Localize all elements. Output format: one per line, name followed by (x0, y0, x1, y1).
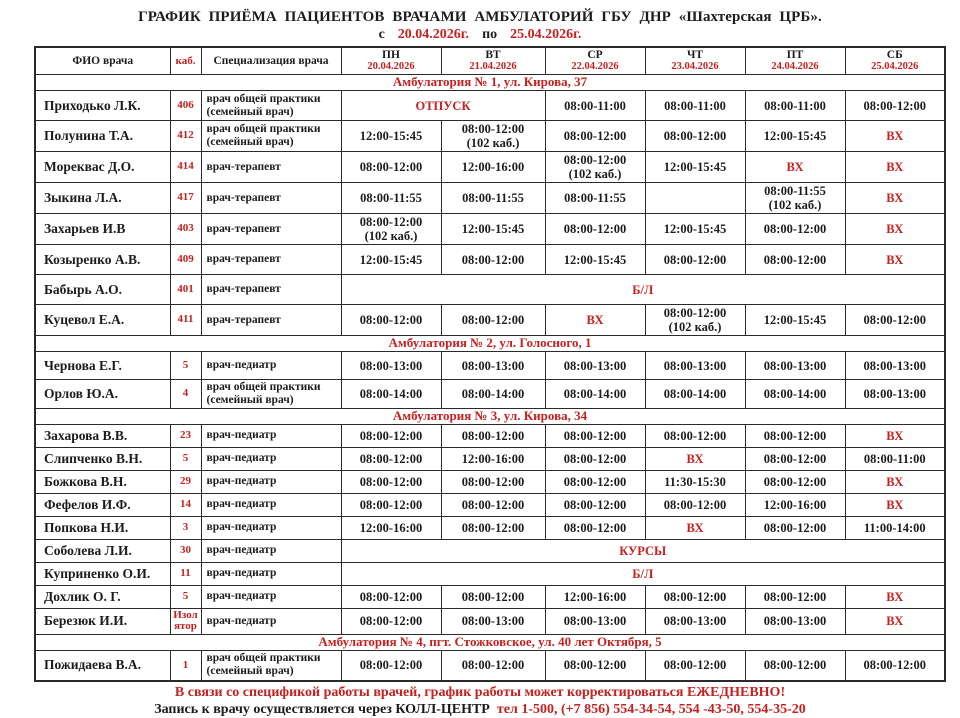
time-cell: 08:00-11:00 (745, 91, 845, 121)
time-cell: 12:00-15:45 (645, 214, 745, 245)
time-cell: 08:00-13:00 (545, 352, 645, 380)
cabinet-cell: 30 (170, 539, 201, 562)
day-date: 21.04.2026 (469, 61, 517, 73)
doctor-row (35, 121, 945, 152)
time-cell: 12:00-15:45 (745, 305, 845, 336)
doctor-name-cell: Приходько Л.К. (35, 91, 170, 121)
day-column-header (845, 47, 945, 75)
call-center-text: Запись к врачу осуществляется через КОЛЛ-ЦЕНТР (154, 701, 490, 717)
time-cell: ВХ (745, 152, 845, 183)
specialization-cell: врач-терапевт (201, 305, 341, 336)
cabinet-cell: 417 (170, 183, 201, 214)
specialization-cell: врач общей практики (семейный врач) (201, 380, 341, 409)
time-cell: 08:00-12:00 (102 каб.) (645, 305, 745, 336)
cabinet-cell: 14 (170, 493, 201, 516)
cabinet-cell: 5 (170, 585, 201, 608)
cabinet-cell: 3 (170, 516, 201, 539)
header-fio: ФИО врача (35, 47, 170, 75)
doctor-row (35, 305, 945, 336)
time-cell: 08:00-12:00 (745, 245, 845, 275)
specialization-cell: врач-педиатр (201, 516, 341, 539)
cabinet-cell: 1 (170, 650, 201, 681)
time-cell: КУРСЫ (341, 539, 945, 562)
time-cell: ВХ (845, 214, 945, 245)
time-cell: 08:00-12:00 (341, 650, 441, 681)
time-cell: ВХ (545, 305, 645, 336)
time-cell: 08:00-12:00 (441, 650, 545, 681)
section-title: Амбулатория № 2, ул. Голосного, 1 (35, 336, 945, 352)
time-cell: 08:00-13:00 (745, 352, 845, 380)
doctor-name-cell: Слипченко В.Н. (35, 447, 170, 470)
time-cell: ВХ (645, 516, 745, 539)
day-column-header (441, 47, 545, 75)
day-name: ЧТ (686, 49, 704, 62)
cabinet-cell: 29 (170, 470, 201, 493)
doctor-row (35, 91, 945, 121)
specialization-cell: врач-педиатр (201, 352, 341, 380)
time-cell: 08:00-13:00 (645, 608, 745, 634)
time-cell: 08:00-11:55 (102 каб.) (745, 183, 845, 214)
time-cell: 08:00-12:00 (745, 214, 845, 245)
time-cell: 08:00-12:00 (341, 608, 441, 634)
day-name: СБ (886, 49, 903, 62)
header-cab: каб. (170, 47, 201, 75)
time-cell: 08:00-12:00 (545, 516, 645, 539)
doctor-row (35, 352, 945, 380)
time-cell: ВХ (845, 152, 945, 183)
doctor-row (35, 585, 945, 608)
cabinet-cell: 403 (170, 214, 201, 245)
time-cell: 08:00-11:55 (341, 183, 441, 214)
time-cell: 08:00-12:00 (845, 91, 945, 121)
specialization-cell: врач-терапевт (201, 214, 341, 245)
doctor-row (35, 516, 945, 539)
time-cell: 08:00-12:00 (341, 447, 441, 470)
time-cell: 08:00-12:00 (341, 470, 441, 493)
date-range-middle: по (482, 27, 498, 42)
time-cell: 08:00-12:00 (341, 152, 441, 183)
time-cell: Б/Л (341, 275, 945, 305)
cabinet-cell: 406 (170, 91, 201, 121)
time-cell: ВХ (845, 585, 945, 608)
cabinet-cell: 411 (170, 305, 201, 336)
time-cell: 08:00-13:00 (441, 608, 545, 634)
time-cell: 08:00-12:00 (745, 650, 845, 681)
specialization-cell: врач-педиатр (201, 562, 341, 585)
day-date: 22.04.2026 (571, 61, 619, 73)
doctor-name-cell: Захарова В.В. (35, 424, 170, 447)
specialization-cell: врач общей практики (семейный врач) (201, 91, 341, 121)
time-cell: 12:00-16:00 (441, 447, 545, 470)
time-cell-cabinet-note: (102 каб.) (466, 136, 520, 150)
time-cell: 08:00-14:00 (545, 380, 645, 409)
time-cell: 08:00-12:00 (441, 424, 545, 447)
time-cell-cabinet-note: (102 каб.) (568, 167, 622, 181)
time-cell: ВХ (845, 608, 945, 634)
specialization-cell: врач-педиатр (201, 493, 341, 516)
time-cell: 08:00-12:00 (645, 650, 745, 681)
time-cell: 08:00-13:00 (441, 352, 545, 380)
time-cell-cabinet-note: (102 каб.) (768, 198, 822, 212)
time-cell: 08:00-12:00 (441, 516, 545, 539)
time-cell: 08:00-12:00 (745, 424, 845, 447)
cabinet-cell: 23 (170, 424, 201, 447)
time-cell: ВХ (845, 183, 945, 214)
doctor-name-cell: Зыкина Л.А. (35, 183, 170, 214)
doctor-name-cell: Бабырь А.О. (35, 275, 170, 305)
cabinet-cell: 401 (170, 275, 201, 305)
day-column-header (645, 47, 745, 75)
doctor-name-cell: Захарьев И.В (35, 214, 170, 245)
doctor-name-cell: Попкова Н.И. (35, 516, 170, 539)
time-cell: 08:00-12:00 (645, 121, 745, 152)
time-cell: 12:00-16:00 (341, 516, 441, 539)
time-cell: ВХ (845, 245, 945, 275)
time-cell: 08:00-12:00 (545, 424, 645, 447)
call-center-phones: тел 1-500, (+7 856) 554-34-54, 554 -43-50, 554-35-20 (496, 701, 806, 717)
doctor-name-cell: Козыренко А.В. (35, 245, 170, 275)
specialization-cell: врач-педиатр (201, 608, 341, 634)
doctor-name-cell: Фефелов И.Ф. (35, 493, 170, 516)
time-cell: 08:00-12:00 (341, 493, 441, 516)
cabinet-cell: Изолятор (170, 608, 201, 634)
time-cell: ВХ (845, 121, 945, 152)
time-cell: 08:00-11:55 (545, 183, 645, 214)
doctor-row (35, 608, 945, 634)
time-cell: 08:00-12:00 (845, 305, 945, 336)
date-to: 25.04.2026г. (510, 27, 582, 42)
cabinet-cell: 5 (170, 352, 201, 380)
cabinet-cell: 412 (170, 121, 201, 152)
doctor-name-cell: Березюк И.И. (35, 608, 170, 634)
time-cell: 08:00-13:00 (845, 352, 945, 380)
time-cell: 08:00-14:00 (745, 380, 845, 409)
time-cell: 08:00-12:00 (645, 245, 745, 275)
time-cell: 08:00-11:55 (441, 183, 545, 214)
specialization-cell: врач-терапевт (201, 183, 341, 214)
time-cell: 11:00-14:00 (845, 516, 945, 539)
cabinet-cell: 409 (170, 245, 201, 275)
day-name: ПТ (786, 49, 804, 62)
time-cell: 08:00-12:00 (745, 470, 845, 493)
doctor-name-cell: Дохлик О. Г. (35, 585, 170, 608)
doctor-name-cell: Орлов Ю.А. (35, 380, 170, 409)
doctor-row (35, 424, 945, 447)
time-cell: 08:00-13:00 (645, 352, 745, 380)
day-name: СР (587, 49, 603, 62)
time-cell: 08:00-14:00 (645, 380, 745, 409)
time-cell: ВХ (645, 447, 745, 470)
time-cell: 08:00-12:00 (545, 493, 645, 516)
specialization-cell: врач-педиатр (201, 539, 341, 562)
doctor-name-cell: Куприненко О.И. (35, 562, 170, 585)
time-cell: 08:00-12:00 (745, 516, 845, 539)
cabinet-cell: 11 (170, 562, 201, 585)
doctor-name-cell: Пожидаева В.А. (35, 650, 170, 681)
day-name: ПН (382, 49, 400, 62)
time-cell: 08:00-12:00 (102 каб.) (441, 121, 545, 152)
doctor-name-cell: Куцевол Е.А. (35, 305, 170, 336)
doctor-row (35, 214, 945, 245)
section-header-row (35, 408, 945, 424)
day-date: 23.04.2026 (671, 61, 719, 73)
time-cell (645, 183, 745, 214)
doctor-row (35, 275, 945, 305)
day-column-header (545, 47, 645, 75)
time-cell: 12:00-15:45 (745, 121, 845, 152)
doctor-row (35, 539, 945, 562)
doctor-name-cell: Чернова Е.Г. (35, 352, 170, 380)
time-cell: 08:00-12:00 (645, 585, 745, 608)
time-cell: 12:00-16:00 (441, 152, 545, 183)
time-cell: 12:00-15:45 (545, 245, 645, 275)
section-header-row (35, 75, 945, 91)
time-cell: 08:00-14:00 (341, 380, 441, 409)
header-spec: Специализация врача (201, 47, 341, 75)
time-cell: 08:00-14:00 (441, 380, 545, 409)
time-cell: 08:00-11:00 (545, 91, 645, 121)
time-cell: 11:30-15:30 (645, 470, 745, 493)
time-cell: 08:00-12:00 (545, 214, 645, 245)
date-range-prefix: с (378, 27, 385, 42)
day-column-header (341, 47, 441, 75)
section-header-row (35, 336, 945, 352)
cabinet-cell: 5 (170, 447, 201, 470)
time-cell: 08:00-12:00 (102 каб.) (341, 214, 441, 245)
day-date: 20.04.2026 (367, 61, 415, 73)
doctor-name-cell: Полунина Т.А. (35, 121, 170, 152)
time-cell: 08:00-12:00 (341, 424, 441, 447)
table-header-row (35, 47, 945, 75)
doctor-row (35, 470, 945, 493)
specialization-cell: врач общей практики (семейный врач) (201, 650, 341, 681)
time-cell: 12:00-16:00 (745, 493, 845, 516)
date-range (0, 27, 960, 43)
specialization-cell: врач-педиатр (201, 470, 341, 493)
time-cell-cabinet-note: (102 каб.) (668, 320, 722, 334)
schedule-table (34, 46, 946, 682)
specialization-cell: врач общей практики (семейный врач) (201, 121, 341, 152)
specialization-cell: врач-педиатр (201, 585, 341, 608)
time-cell: 12:00-16:00 (545, 585, 645, 608)
time-cell: 12:00-15:45 (441, 214, 545, 245)
time-cell: 08:00-13:00 (341, 352, 441, 380)
specialization-cell: врач-терапевт (201, 245, 341, 275)
day-column-header (745, 47, 845, 75)
doctor-row (35, 152, 945, 183)
doctor-row (35, 447, 945, 470)
time-cell: 08:00-12:00 (745, 585, 845, 608)
doctor-row (35, 562, 945, 585)
time-cell: 12:00-15:45 (341, 245, 441, 275)
date-from: 20.04.2026г. (397, 27, 470, 42)
time-cell: 08:00-12:00 (645, 493, 745, 516)
time-cell: 08:00-12:00 (645, 424, 745, 447)
time-cell: 08:00-11:00 (845, 447, 945, 470)
specialization-cell: врач-терапевт (201, 152, 341, 183)
cabinet-cell: 4 (170, 380, 201, 409)
section-header-row (35, 634, 945, 650)
time-cell: 08:00-12:00 (341, 305, 441, 336)
doctor-name-cell: Соболева Л.И. (35, 539, 170, 562)
time-cell: 08:00-12:00 (102 каб.) (545, 152, 645, 183)
doctor-row (35, 493, 945, 516)
doctor-row (35, 183, 945, 214)
time-cell: 08:00-12:00 (341, 585, 441, 608)
time-cell: 08:00-13:00 (545, 608, 645, 634)
doctor-name-cell: Божкова В.Н. (35, 470, 170, 493)
section-title: Амбулатория № 3, ул. Кирова, 34 (35, 408, 945, 424)
time-cell: 08:00-12:00 (441, 305, 545, 336)
time-cell: 08:00-12:00 (745, 447, 845, 470)
daily-correction-note: В связи со спецификой работы врачей, график работы может корректироваться ЕЖЕДНЕВНО! (174, 684, 786, 700)
time-cell-cabinet-note: (102 каб.) (364, 229, 418, 243)
time-cell: 08:00-11:00 (645, 91, 745, 121)
section-title: Амбулатория № 1, ул. Кирова, 37 (35, 75, 945, 91)
time-cell: ОТПУСК (341, 91, 545, 121)
time-cell: 08:00-12:00 (545, 121, 645, 152)
day-name: ВТ (485, 49, 501, 62)
specialization-cell: врач-педиатр (201, 447, 341, 470)
doctor-row (35, 650, 945, 681)
time-cell: 08:00-12:00 (441, 245, 545, 275)
doctor-row (35, 245, 945, 275)
time-cell: 08:00-12:00 (545, 447, 645, 470)
section-title: Амбулатория № 4, пгт. Стожковское, ул. 40 лет Октября, 5 (35, 634, 945, 650)
time-cell: 12:00-15:45 (341, 121, 441, 152)
day-date: 24.04.2026 (771, 61, 819, 73)
time-cell: 08:00-12:00 (545, 470, 645, 493)
time-cell: 08:00-12:00 (545, 650, 645, 681)
doctor-name-cell: Мореквас Д.О. (35, 152, 170, 183)
time-cell: 08:00-12:00 (441, 470, 545, 493)
time-cell: ВХ (845, 470, 945, 493)
specialization-cell: врач-педиатр (201, 424, 341, 447)
call-center-note (0, 702, 960, 718)
doctor-row (35, 380, 945, 409)
time-cell: 08:00-12:00 (845, 650, 945, 681)
time-cell: 08:00-12:00 (441, 493, 545, 516)
time-cell: 08:00-12:00 (441, 585, 545, 608)
specialization-cell: врач-терапевт (201, 275, 341, 305)
time-cell: Б/Л (341, 562, 945, 585)
day-date: 25.04.2026 (871, 61, 919, 73)
time-cell: 12:00-15:45 (645, 152, 745, 183)
time-cell: 08:00-13:00 (745, 608, 845, 634)
page-title: ГРАФИК ПРИЁМА ПАЦИЕНТОВ ВРАЧАМИ АМБУЛАТОРИЙ ГБУ ДНР «Шахтерская ЦРБ». (138, 9, 822, 25)
time-cell: 08:00-13:00 (845, 380, 945, 409)
cabinet-cell: 414 (170, 152, 201, 183)
time-cell: ВХ (845, 493, 945, 516)
time-cell: ВХ (845, 424, 945, 447)
